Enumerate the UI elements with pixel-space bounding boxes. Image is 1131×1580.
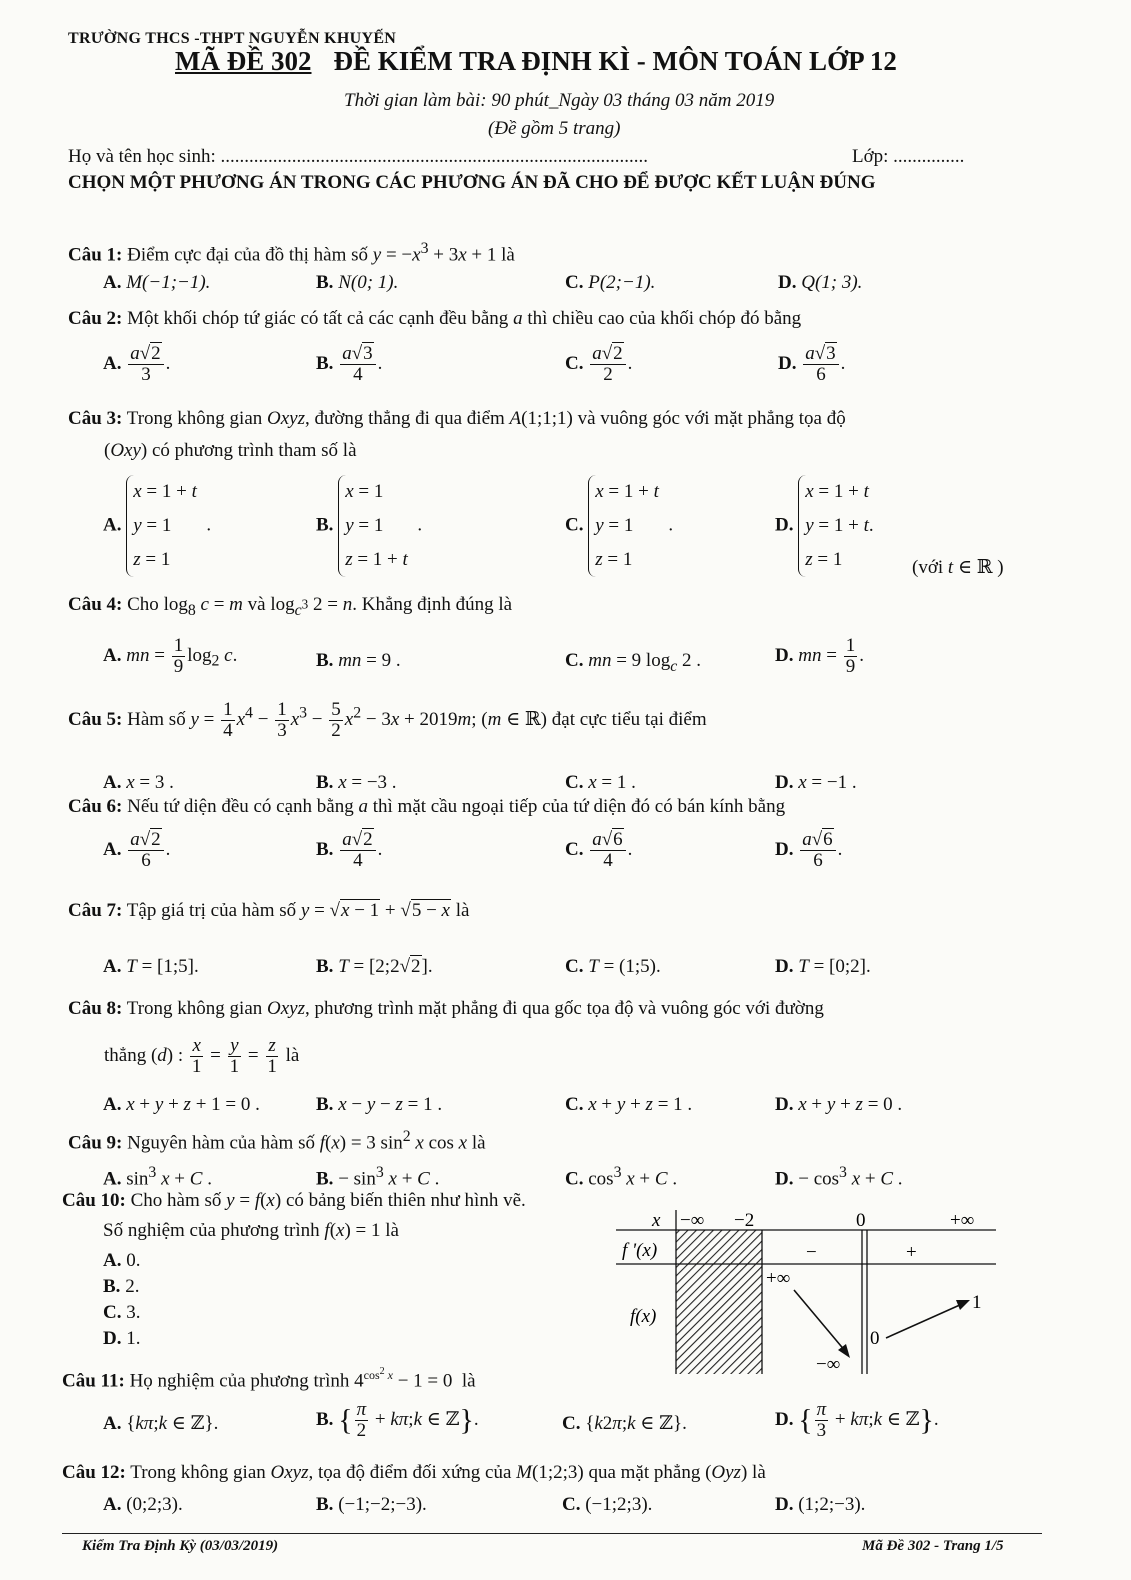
q10-option-d[interactable]: D. 1.	[103, 1328, 141, 1349]
q5-option-b[interactable]: B. x = −3 .	[316, 772, 397, 793]
vt-neg-inf: −∞	[816, 1354, 841, 1374]
q9-option-c[interactable]: C. $\cos^3 x + C$ .	[565, 1164, 678, 1190]
question-8: Câu 8: Trong không gian Oxyz, phương trình mặt phẳng đi qua gốc tọa độ và vuông góc với đường	[68, 998, 824, 1019]
q8-option-b[interactable]: B. x − y − z = 1 .	[316, 1094, 443, 1115]
q4-option-c[interactable]: C. mn = 9 $\log_c 2$ .	[565, 650, 701, 675]
q8-option-d[interactable]: D. x + y + z = 0 .	[775, 1094, 903, 1115]
class-line: Lớp: ...............	[852, 146, 965, 167]
question-8-line2: thẳng (d) : $\frac{x}{1}$ = $\frac{y}{1}$ = $\frac{z}{1}$ là	[104, 1035, 300, 1077]
q6-option-b[interactable]: B. $\frac{a√2}{4}$ .	[316, 829, 383, 871]
q6-option-c[interactable]: C. $\frac{a√6}{4}$ .	[565, 829, 633, 871]
vt-arrow-down	[794, 1290, 846, 1352]
q4-option-d[interactable]: D. mn = $\frac{1}{9}$ .	[775, 635, 864, 677]
q10-option-a[interactable]: A. 0.	[103, 1250, 141, 1271]
vt-x-pos-inf: +∞	[950, 1210, 975, 1231]
question-3-line2: (Oxy) có phương trình tham số là	[104, 440, 357, 461]
q8-option-c[interactable]: C. x + y + z = 1 .	[565, 1094, 693, 1115]
q3-note: (với t ∈ ℝ )	[912, 557, 1004, 578]
q7-option-d[interactable]: D. T = [0;2].	[775, 956, 871, 977]
q12-option-a[interactable]: A. (0;2;3).	[103, 1494, 183, 1515]
vt-arrow-up	[886, 1304, 962, 1338]
question-7: Câu 7: Tập giá trị của hàm số y = √x − 1 + √5 − x là	[68, 900, 470, 921]
q4-option-a[interactable]: A. mn = $\frac{1}{9}$ $\log_2 c$.	[103, 635, 238, 677]
student-name-line: Họ và tên học sinh: ..........................................................................................	[68, 146, 649, 167]
q2-option-b[interactable]: B. $\frac{a√3}{4}$ .	[316, 343, 383, 385]
vt-zero-value: 0	[870, 1328, 880, 1349]
q5-option-a[interactable]: A. x = 3 .	[103, 772, 174, 793]
q12-option-b[interactable]: B. (−1;−2;−3).	[316, 1494, 427, 1515]
q10-option-b[interactable]: B. 2.	[103, 1276, 140, 1297]
vt-sign-plus: +	[906, 1242, 917, 1263]
question-2: Câu 2: Một khối chóp tứ giác có tất cả các cạnh đều bằng a thì chiều cao của khối chóp đó bằng	[68, 308, 802, 329]
vt-one-value: 1	[972, 1292, 982, 1313]
q2-option-c[interactable]: C. $\frac{a√2}{2}$ .	[565, 343, 633, 385]
q12-option-d[interactable]: D. (1;2;−3).	[775, 1494, 866, 1515]
q1-option-d[interactable]: D. Q(1; 3).	[778, 272, 863, 293]
vt-pos-inf: +∞	[766, 1268, 791, 1289]
vt-x-zero: 0	[856, 1210, 866, 1231]
q11-option-b[interactable]: B. { $\frac{\pi}{2}$ + kπ;k ∈ ℤ}.	[316, 1399, 479, 1441]
exam-title	[175, 46, 897, 77]
q3-option-b[interactable]: B. x = 1 y = 1 z = 1 + t .	[316, 475, 422, 577]
footer-right: Mã Đề 302 - Trang 1/5	[862, 1538, 1004, 1554]
vt-f-label: f(x)	[630, 1306, 657, 1327]
question-1: Câu 1: Điểm cực đại của đồ thị hàm số $y = -x^3 + 3x + 1$ là	[68, 240, 515, 266]
q7-option-b[interactable]: B. T = [2;2√2].	[316, 956, 433, 977]
q7-option-a[interactable]: A. T = [1;5].	[103, 956, 199, 977]
school-name: TRƯỜNG THCS -THPT NGUYỄN KHUYẾN	[68, 30, 397, 47]
q5-option-d[interactable]: D. x = −1 .	[775, 772, 857, 793]
q5-option-c[interactable]: C. x = 1 .	[565, 772, 636, 793]
vt-fprime-label: f '(x)	[622, 1240, 658, 1261]
q1-option-b[interactable]: B. N(0; 1).	[316, 272, 399, 293]
q9-option-d[interactable]: D. − $\cos^3 x + C$ .	[775, 1164, 903, 1190]
q4-option-b[interactable]: B. mn = 9 .	[316, 650, 401, 671]
question-6: Câu 6: Nếu tứ diện đều có cạnh bằng a thì mặt cầu ngoại tiếp của tứ diện đó có bán kính bằng	[68, 796, 786, 817]
question-3: Câu 3: Trong không gian Oxyz, đường thẳng đi qua điểm A(1;1;1) và vuông góc với mặt phẳng tọa độ	[68, 408, 846, 429]
vt-sign-minus: −	[806, 1242, 817, 1263]
question-10-line2: Số nghiệm của phương trình f(x) = 1 là	[103, 1220, 399, 1241]
q6-option-d[interactable]: D. $\frac{a√6}{6}$ .	[775, 829, 843, 871]
question-9: Câu 9: Nguyên hàm của hàm số f(x) = 3 $\sin^2 x$ cos x là	[68, 1128, 486, 1154]
q9-option-a[interactable]: A. $\sin^3 x + C$ .	[103, 1164, 212, 1190]
q12-option-c[interactable]: C. (−1;2;3).	[562, 1494, 653, 1515]
q6-option-a[interactable]: A. $\frac{a√2}{6}$ .	[103, 829, 171, 871]
variation-table	[616, 1208, 1000, 1374]
q1-option-c[interactable]: C. P(2;−1).	[565, 272, 656, 293]
q10-option-c[interactable]: C. 3.	[103, 1302, 141, 1323]
question-10: Câu 10: Cho hàm số y = f(x) có bảng biến thiên như hình vẽ.	[62, 1190, 526, 1211]
hatched-region	[676, 1230, 762, 1374]
vt-x-minus2: −2	[734, 1210, 755, 1231]
exam-code: MÃ ĐỀ 302	[175, 46, 312, 76]
q7-option-c[interactable]: C. T = (1;5).	[565, 956, 661, 977]
q9-option-b[interactable]: B. − $\sin^3 x + C$ .	[316, 1164, 440, 1190]
q11-option-a[interactable]: A. {kπ;k ∈ ℤ}.	[103, 1413, 219, 1434]
instruction: CHỌN MỘT PHƯƠNG ÁN TRONG CÁC PHƯƠNG ÁN ĐÃ CHO ĐỂ ĐƯỢC KẾT LUẬN ĐÚNG	[68, 172, 876, 193]
exam-title-text: ĐỀ KIỂM TRA ĐỊNH KÌ - MÔN TOÁN LỚP 12	[333, 46, 897, 76]
question-12: Câu 12: Trong không gian Oxyz, tọa độ điểm đối xứng của M(1;2;3) qua mặt phẳng (Oyz) là	[62, 1462, 766, 1483]
question-11: Câu 11: Họ nghiệm của phương trình $4^{cos^2 x} - 1 = 0$ là	[62, 1366, 476, 1392]
q8-option-a[interactable]: A. x + y + z + 1 = 0 .	[103, 1094, 260, 1115]
exam-time: Thời gian làm bài: 90 phút_Ngày 03 tháng 03 năm 2019	[344, 90, 775, 111]
question-4: Câu 4: Cho $\log_8 c = m$ và $\log_{c^3} 2 = n$. Khẳng định đúng là	[68, 594, 513, 619]
q3-option-c[interactable]: C. x = 1 + t y = 1 z = 1 .	[565, 475, 673, 577]
q1-option-a[interactable]: A. M(−1;−1).	[103, 272, 211, 293]
footer-left: Kiểm Tra Định Kỳ (03/03/2019)	[82, 1538, 279, 1554]
question-5: Câu 5: Hàm số y = $\frac{1}{4}$ $x^4$ − $\frac{1}{3}$ $x^3$ − $\frac{5}{2}$ $x^2 - 3x + 2019m$; (m ∈ ℝ) đạt cực tiểu tại điểm	[68, 699, 707, 741]
q2-option-d[interactable]: D. $\frac{a√3}{6}$ .	[778, 343, 846, 385]
q3-option-d[interactable]: D. x = 1 + t y = 1 + t. z = 1	[775, 475, 874, 577]
vt-x-neg-inf: −∞	[680, 1210, 705, 1231]
q3-option-a[interactable]: A. x = 1 + t y = 1 z = 1 .	[103, 475, 211, 577]
q2-option-a[interactable]: A. $\frac{a√2}{3}$ .	[103, 343, 171, 385]
exam-pages: (Đề gồm 5 trang)	[488, 118, 621, 139]
vt-x-label: x	[652, 1210, 661, 1231]
footer-divider	[62, 1533, 1042, 1534]
q11-option-c[interactable]: C. {k2π;k ∈ ℤ}.	[562, 1413, 687, 1434]
q11-option-d[interactable]: D. { $\frac{\pi}{3}$ + kπ;k ∈ ℤ}.	[775, 1399, 939, 1441]
